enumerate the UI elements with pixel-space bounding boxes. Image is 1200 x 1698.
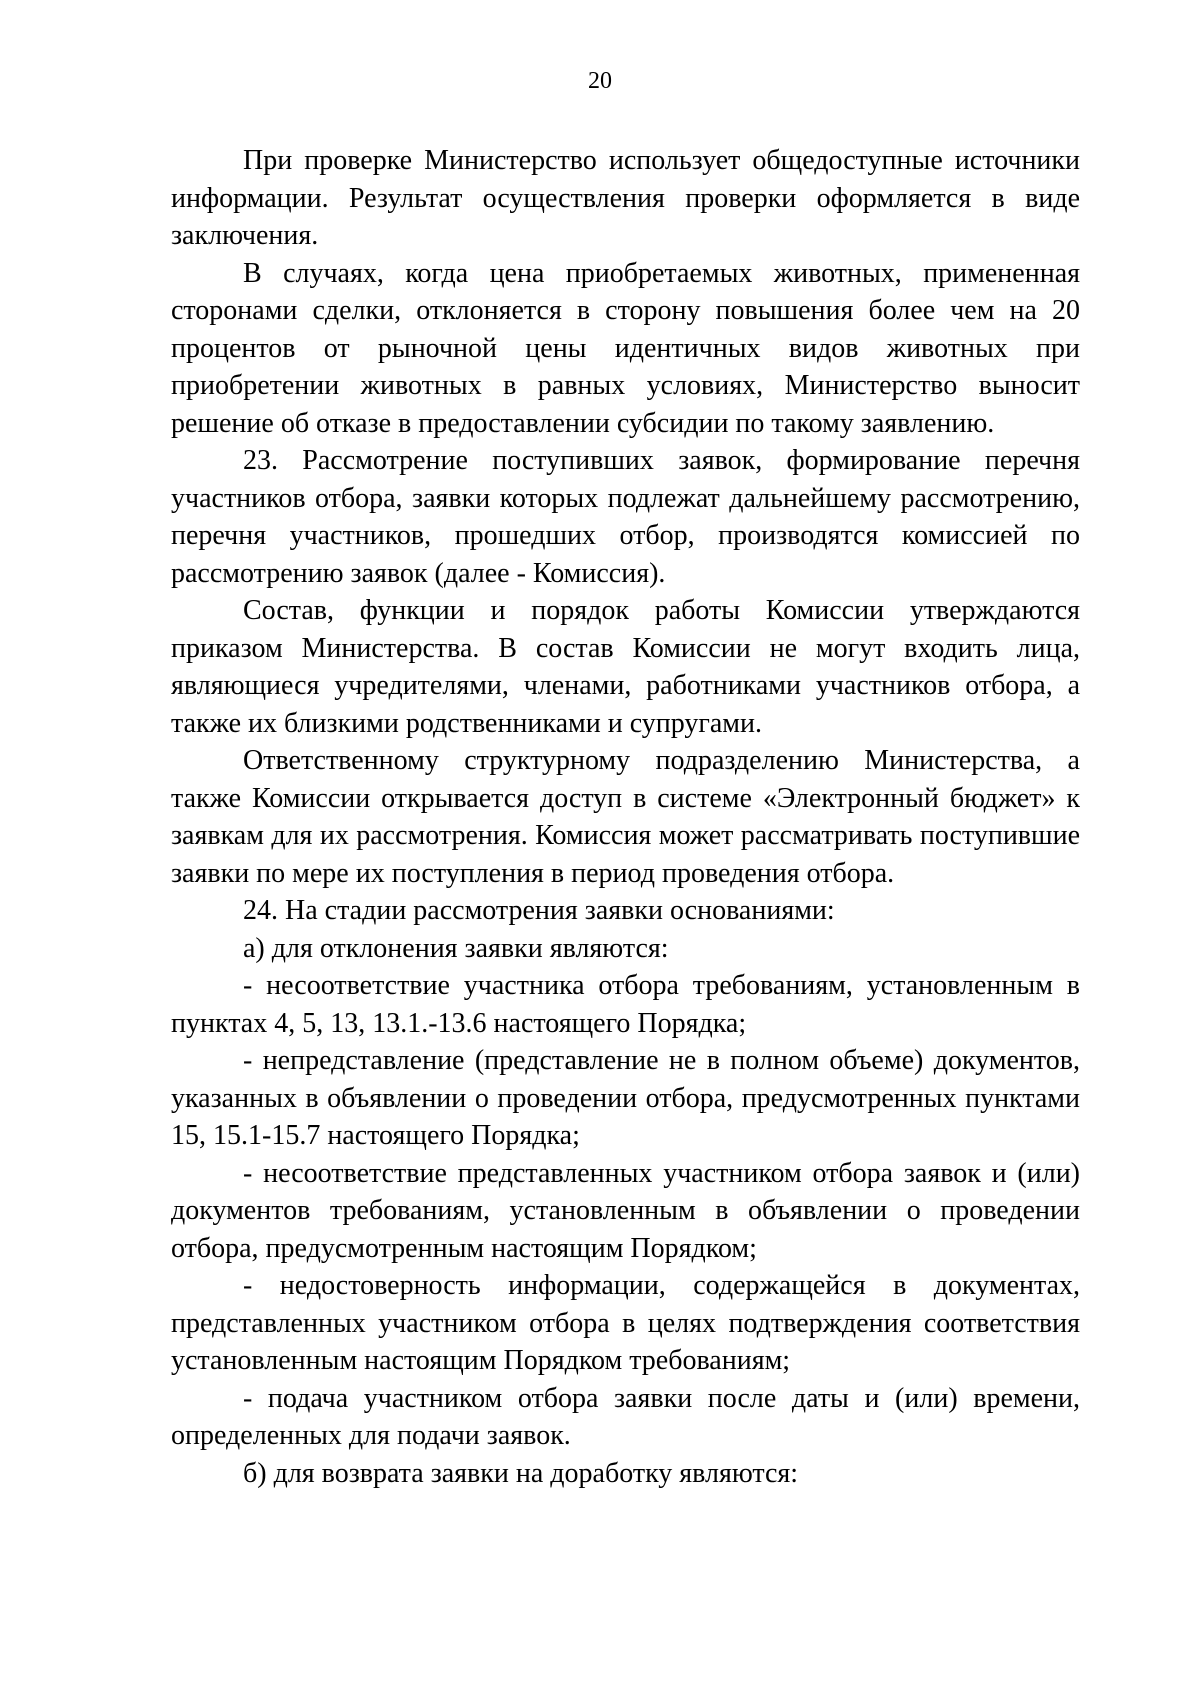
paragraph-item-23-commission: 23. Рассмотрение поступивших заявок, формирование перечня участников отбора, заявки которых подлежат дальнейшему рассмотрению, перечня участников, прошедших отбор, производятся комиссией по рассмотрению заявок (далее - Комиссия).: [171, 445, 1080, 589]
paragraph-price-deviation: В случаях, когда цена приобретаемых животных, примененная сторонами сделки, отклоняется в сторону повышения более чем на 20 процентов от рыночной цены идентичных видов животных при приобретении животных в равных условиях, Министерство выносит решение об отказе в предоставлении субсидии по такому заявлению.: [171, 257, 1080, 439]
paragraph-item-24-grounds: 24. На стадии рассмотрения заявки основаниями:: [243, 895, 835, 926]
paragraph-subitem-b-return: б) для возврата заявки на доработку являются:: [243, 1457, 799, 1489]
paragraph-electronic-budget-access: Ответственному структурному подразделению Министерства, а также Комиссии открывается доступ в системе «Электронный бюджет» к заявкам для их рассмотрения. Комиссия может рассматривать поступившие заявки по мере их поступления в период проведения отбора.: [171, 745, 1080, 889]
list-item-participant-noncompliance: - несоответствие участника отбора требованиям, установленным в пунктах 4, 5, 13, 13.1.-13.6 настоящего Порядка;: [171, 970, 1080, 1039]
paragraph-commission-composition: Состав, функции и порядок работы Комиссии утверждаются приказом Министерства. В состав Комиссии не могут входить лица, являющиеся учредителями, членами, работниками участников отбора, а также их близкими родственниками и супругами.: [171, 595, 1080, 739]
list-item-late-submission: - подача участником отбора заявки после даты и (или) времени, определенных для подачи заявок.: [171, 1382, 1080, 1451]
list-item-documents-not-submitted: - непредставление (представление не в полном объеме) документов, указанных в объявлении о проведении отбора, предусмотренных пунктами 15, 15.1-15.7 настоящего Порядка;: [171, 1045, 1080, 1151]
paragraph-subitem-a-rejection: а) для отклонения заявки являются:: [243, 932, 669, 964]
page-number: 20: [588, 68, 612, 94]
document-body: [171, 142, 1080, 1492]
list-item-unreliable-information: - недостоверность информации, содержащейся в документах, представленных участником отбора в целях подтверждения соответствия установленным настоящим Порядком требованиям;: [171, 1270, 1080, 1376]
list-item-documents-noncompliance: - несоответствие представленных участником отбора заявок и (или) документов требованиям, установленным в объявлении о проведении отбора, предусмотренным настоящим Порядком;: [171, 1157, 1080, 1264]
paragraph-verification-sources: При проверке Министерство использует общедоступные источники информации. Результат осуществления проверки оформляется в виде заключения.: [171, 145, 1080, 251]
